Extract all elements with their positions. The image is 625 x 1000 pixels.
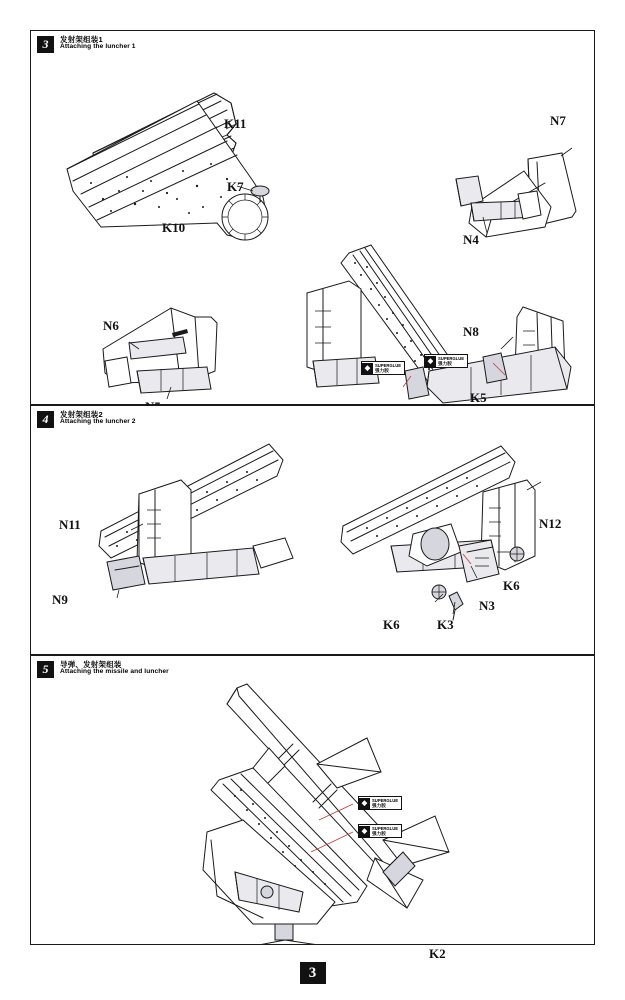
glue-note-2-line2: 强力胶	[438, 361, 452, 366]
left-launcher-assembly	[99, 444, 293, 598]
glue-drop-icon: ◆	[359, 798, 370, 809]
glue-note-3-line2: 强力胶	[372, 803, 386, 808]
label-K5: K5	[470, 390, 487, 405]
glue-note-3	[358, 796, 402, 810]
glue-note-4-line1: SUPERGLUE	[372, 825, 399, 831]
step-5-number: 5	[37, 661, 54, 678]
glue-note-3-line1: SUPERGLUE	[372, 797, 399, 803]
glue-note-2-line1: SUPERGLUE	[438, 355, 465, 361]
step-panel-5	[30, 655, 595, 961]
step-4-number: 4	[37, 411, 54, 428]
step-3-artwork	[31, 31, 594, 404]
glue-note-1	[361, 361, 405, 375]
page-number: 3	[300, 962, 326, 984]
label-K3: K3	[437, 617, 454, 632]
step-4-title-cn: 发射架组装2	[60, 410, 103, 419]
glue-drop-icon: ◆	[359, 826, 370, 837]
glue-drop-icon: ◆	[362, 363, 373, 374]
step-3-title-cn: 发射架组装1	[60, 35, 103, 44]
label-N9: N9	[52, 592, 68, 607]
label-K7: K7	[227, 179, 244, 194]
step-4-artwork	[31, 406, 594, 654]
step-3-title-en: Attaching the luncher 1	[60, 42, 136, 50]
step-3-number: 3	[37, 36, 54, 53]
label-N12: N12	[539, 516, 562, 531]
glue-note-4-line2: 强力胶	[372, 831, 386, 836]
label-N6: N6	[103, 318, 119, 333]
glue-drop-icon: ◆	[425, 356, 436, 367]
step-panel-4	[30, 405, 595, 655]
step-4-title-en: Attaching the luncher 2	[60, 417, 136, 425]
label-N11: N11	[59, 517, 81, 532]
label-N4: N4	[463, 232, 479, 247]
glue-note-1-line1: SUPERGLUE	[375, 362, 402, 368]
label-N3: N3	[479, 598, 495, 613]
glue-note-4	[358, 824, 402, 838]
step-5-title-cn: 导弹、发射架组装	[60, 660, 122, 669]
step-5-title-en: Attaching the missile and luncher	[60, 667, 169, 675]
launcher-rail-assembly	[197, 768, 397, 944]
label-K10: K10	[162, 220, 186, 235]
label-K2: K2	[429, 946, 446, 961]
part-N6-N5-assembly	[103, 308, 217, 399]
part-N7-N4-assembly	[456, 148, 576, 237]
step-5-artwork	[31, 656, 594, 944]
label-K6-left: K6	[383, 617, 400, 632]
step-panel-3	[30, 30, 595, 405]
label-K6-right: K6	[503, 578, 520, 593]
label-K11: K11	[224, 116, 247, 131]
glue-note-1-line2: 强力胶	[375, 368, 389, 373]
launcher-main-assembly	[307, 245, 571, 403]
glue-note-2	[424, 354, 468, 368]
label-N7: N7	[550, 113, 566, 128]
label-N8: N8	[463, 324, 479, 339]
